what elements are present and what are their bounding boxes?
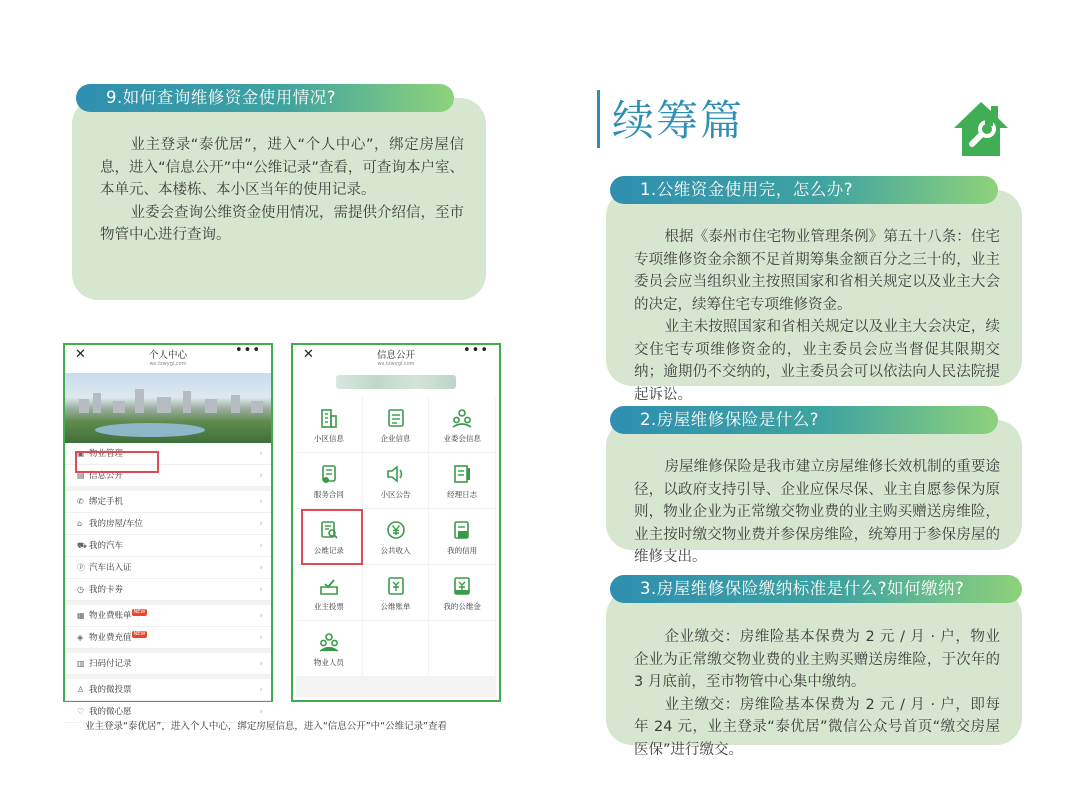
group-icon [451, 407, 473, 429]
parking-icon: Ⓟ [77, 563, 85, 572]
section-2-card [606, 420, 1022, 565]
chevron-right-icon: › [259, 659, 263, 669]
chevron-right-icon: › [259, 633, 263, 643]
staff-icon [318, 631, 340, 653]
new-badge: NEW [133, 609, 146, 615]
grid-cell-my-credit[interactable]: 我的信用 [429, 509, 495, 564]
chevron-right-icon: › [259, 611, 263, 621]
grid-cell-community-notice[interactable]: 小区公告 [363, 453, 429, 508]
property-icon: ▣ [77, 449, 85, 458]
section-2-paragraph-1: 房屋维修保险是我市建立房屋维修长效机制的重要途径，以政府支持引导、企业应保尽保、业主自愿参保为原则，物业企业为正常缴交物业费的业主购买赠送房维险，业主按时缴交物业费并参保房维险，统筹用于参保房屋的维修支出。 [634, 459, 1000, 565]
bill-icon [385, 575, 407, 597]
info-icon: ▤ [77, 471, 85, 480]
credit-icon [451, 519, 473, 541]
section-3-heading: 3.房屋维修保险缴纳标准是什么?如何缴纳? [610, 575, 1022, 603]
q9-card [72, 98, 486, 300]
yuan-icon [385, 519, 407, 541]
section-1-paragraph-1: 根据《泰州市住宅物业管理条例》第五十八条：住宅专项维修资金余额不足首期筹集金额百分之三十的，业主委员会应当组织业主按照国家和省相关规定以及业主大会的决定，续筹住宅专项维修资金。 [634, 229, 1000, 313]
page-title: 续筹篇 [612, 96, 745, 145]
chevron-right-icon: › [259, 685, 263, 695]
grid-cell-maintenance-record[interactable]: 公维记录 [296, 509, 362, 564]
menu-item-fee-recharge[interactable]: ◈ 物业费充值 NEW › [65, 627, 271, 649]
car-icon: ⛟ [77, 541, 88, 550]
section-1-heading: 1.公维资金使用完，怎么办? [610, 176, 998, 204]
grid-cell-property-staff[interactable]: 物业人员 [296, 621, 362, 676]
highlight-info-public [75, 451, 159, 473]
chevron-right-icon: › [259, 541, 263, 551]
building-icon [318, 407, 340, 429]
city-banner-image [65, 373, 271, 443]
coupon-icon: ◷ [77, 585, 84, 594]
close-icon[interactable]: ✕ [75, 347, 86, 362]
q9-heading: 9.如何查询维修资金使用情况? [76, 84, 454, 112]
phone-url: wx.tzwygl.com [377, 361, 415, 367]
chevron-right-icon: › [259, 519, 263, 529]
chevron-right-icon: › [259, 449, 263, 459]
vote-icon [318, 575, 340, 597]
chevron-right-icon: › [259, 707, 263, 717]
blurred-address [336, 375, 456, 389]
heart-icon: ♡ [77, 707, 85, 716]
q9-paragraph-2: 业委会查询公维资金使用情况，需提供介绍信，至市物管中心进行查询。 [100, 204, 464, 243]
menu-item-property[interactable]: ▣ 物业管理 › [65, 443, 271, 465]
menu-item-fee-bill[interactable]: ▦ 物业费账单 NEW › [65, 605, 271, 627]
menu-item-car-pass[interactable]: Ⓟ 汽车出入证 › [65, 557, 271, 579]
screenshot-caption: 业主登录“泰优居”，进入个人中心，绑定房屋信息，进入“信息公开”中“公维记录”查看 [85, 721, 448, 732]
phone-personal-center [63, 343, 273, 717]
highlight-maintenance-record [301, 509, 363, 565]
chevron-right-icon: › [259, 471, 263, 481]
section-1-paragraph-2: 业主未按照国家和省相关规定以及业主大会决定，续交住宅专项维修资金的，业主委员会应当督促其限期交纳；逾期仍不交纳的，业主委员会可以依法向人民法院提起诉讼。 [634, 319, 1000, 403]
more-icon[interactable]: ••• [462, 343, 489, 358]
house-wrench-icon [950, 98, 1012, 160]
phone-info-public [291, 343, 501, 702]
speaker-icon [385, 463, 407, 485]
q9-paragraph-1: 业主登录“泰优居”，进入“个人中心”，绑定房屋信息，进入“信息公开”中“公维记录”查看，可查询本户室、本单元、本楼栋、本小区当年的使用记录。 [100, 137, 464, 198]
grid-cell-owner-vote[interactable]: 业主投票 [296, 565, 362, 620]
chevron-right-icon: › [259, 585, 263, 595]
section-3-paragraph-2: 业主缴交：房维险基本保费为 2 元 / 月 · 户，即每年 24 元，业主登录“泰优居”微信公众号首页“缴交房屋医保”进行缴交。 [634, 696, 1000, 758]
grid-cell-committee-info[interactable]: 业委会信息 [429, 397, 495, 452]
close-icon[interactable]: ✕ [303, 347, 314, 362]
phone-icon: ✆ [77, 497, 84, 506]
user-icon: ♙ [77, 685, 85, 694]
grid-cell-service-contract[interactable]: 服务合同 [296, 453, 362, 508]
house-icon: ⌂ [77, 519, 83, 528]
bill-icon: ▦ [77, 611, 85, 620]
new-badge: NEW [133, 631, 146, 637]
grid-cell-my-fund[interactable]: 我的公维金 [429, 565, 495, 620]
phone-title: 个人中心 [148, 350, 187, 361]
menu-item-my-house[interactable]: ⌂ 我的房屋/车位 › [65, 513, 271, 535]
section-3-paragraph-1: 企业缴交：房维险基本保费为 2 元 / 月 · 户，物业企业为正常缴交物业费的业主购买赠送房维险，于次年的 3 月底前，至市物管中心集中缴纳。 [634, 629, 1000, 690]
section-1-card [606, 190, 1022, 403]
log-icon [451, 463, 473, 485]
document-icon [385, 407, 407, 429]
menu-item-scan-pay[interactable]: ▥ 扫码付记录 › [65, 653, 271, 675]
phone-url: wx.tzwygl.com [149, 361, 187, 367]
menu-item-my-vote[interactable]: ♙ 我的微投票 › [65, 679, 271, 701]
menu-item-my-wish[interactable]: ♡ 我的微心愿 › [65, 701, 271, 723]
phone-header [65, 345, 271, 365]
grid-cell-manager-log[interactable]: 经理日志 [429, 453, 495, 508]
menu-item-my-car[interactable]: ⛟ 我的汽车 › [65, 535, 271, 557]
grid-cell-company-info[interactable]: 企业信息 [363, 397, 429, 452]
menu-item-my-coupons[interactable]: ◷ 我的卡劵 › [65, 579, 271, 601]
recharge-icon: ◈ [77, 633, 84, 642]
section-3-card [606, 590, 1022, 758]
phone-title: 信息公开 [376, 350, 415, 361]
more-icon[interactable]: ••• [234, 343, 261, 358]
grid-cell-public-income[interactable]: 公共收入 [363, 509, 429, 564]
fund-icon [451, 575, 473, 597]
contract-icon [318, 463, 340, 485]
menu-item-bind-phone[interactable]: ✆ 绑定手机 › [65, 491, 271, 513]
grid-cell-community-info[interactable]: 小区信息 [296, 397, 362, 452]
grid-cell-maintenance-bill[interactable]: 公维账单 [363, 565, 429, 620]
chevron-right-icon: › [259, 563, 263, 573]
section-2-heading: 2.房屋维修保险是什么? [610, 406, 998, 434]
phone-header [293, 345, 499, 365]
scan-icon: ▥ [77, 659, 85, 668]
chevron-right-icon: › [259, 497, 263, 507]
menu-item-info-public[interactable]: ▤ 信息公开 › [65, 465, 271, 487]
title-accent-bar [597, 90, 600, 148]
